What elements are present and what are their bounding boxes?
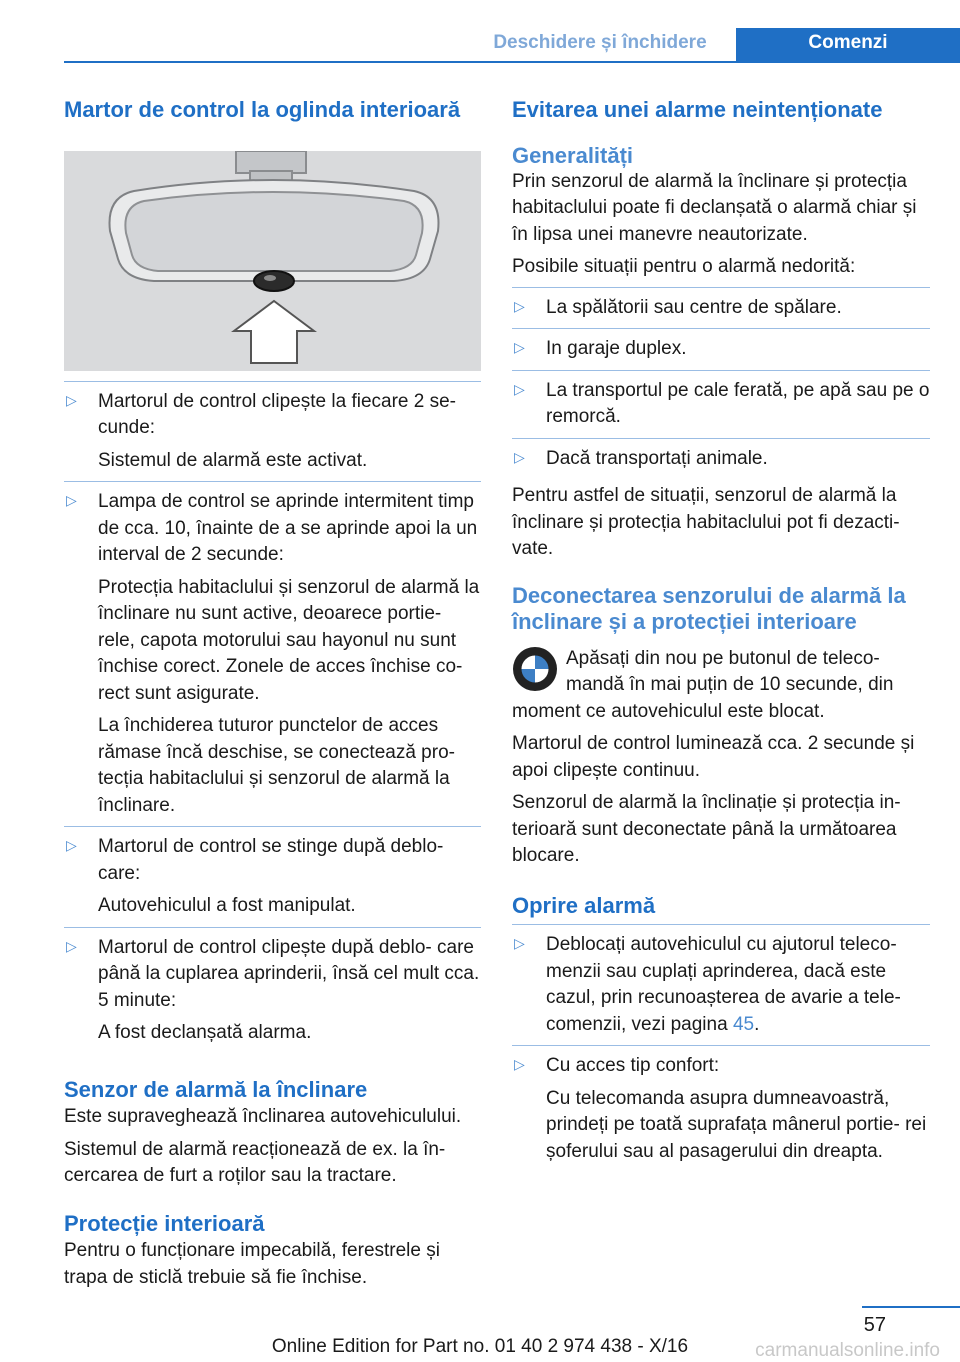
interior-p1: Pentru o funcționare impecabilă, ferestrele și trapa de sticlă trebuie să fie închise. [64,1240,440,1288]
triangle-right-icon: ▷ [66,492,77,509]
chapter-tab: Comenzi [736,28,960,61]
stop-heading: Oprire alarmă [512,892,656,918]
page-number: 57 [863,1314,886,1336]
left-title: Martor de control la oglinda interioară [64,97,461,122]
footer-rule [862,1306,960,1308]
watermark: carmanualsonline.info [755,1340,940,1361]
stop-list [512,924,930,1172]
disconnect-heading: Deconectarea senzorului de alarmă la înclinare și a protecției interioare [512,582,906,635]
header-tabs [464,28,960,62]
list-item: ▷ Martorul de control se stinge după deblo‐ care: Autovehiculul a fost manipulat. [64,826,481,927]
list-item: ▷ Martorul de control clipește la fiecare 2 se‐ cunde: Sistemul de alarmă este activat. [64,381,481,482]
list-item: ▷ In garaje duplex. [512,328,930,370]
triangle-right-icon: ▷ [514,297,525,314]
situations-list [512,287,930,480]
triangle-right-icon: ▷ [514,935,525,952]
mirror-illustration [64,151,481,371]
edition-footer: Online Edition for Part no. 01 40 2 974 438 - X/16 [271,1336,689,1357]
tilt-heading: Senzor de alarmă la înclinare [64,1076,368,1102]
general-p1: Prin senzorul de alarmă la înclinare și protecția habitaclului poate fi declanșată o alarmă chiar și în lipsa unei manevre neautorizate. [512,170,917,245]
bmw-paragraph [512,646,930,726]
tilt-p1: Este supraveghează înclinarea autovehiculului. [64,1106,462,1128]
list-item: ▷ Dacă transportați animale. [512,438,930,480]
general-p3: Pentru astfel de situații, senzorul de alarmă la înclinare și protecția habitaclului pot fi dezacti‐ vate. [512,485,900,560]
right-column [512,96,930,1172]
bmw-logo-icon [512,646,558,692]
list-item: ▷ Lampa de control se aprinde intermitent timp de cca. 10, înainte de a se aprinde apoi la un interval de 2 secunde: Protecția habitaclului și senzorul de alarmă la înclinare nu sunt active, deoarece portie‐ rele, capota motorului sau hayonul nu sunt închise corect. Zonele de acces închise co‐ rect sunt asigurate. La închiderea tuturor punctelor de acces rămase încă deschise, se conectează pro‐ tecția habitaclului și senzorul de alarmă la înclinare. [64,481,481,826]
triangle-right-icon: ▷ [514,339,525,356]
list-item: ▷ La spălătorii sau centre de spălare. [512,287,930,329]
triangle-right-icon: ▷ [514,380,525,397]
general-heading: Generalități [512,142,634,168]
left-column [64,96,481,1291]
triangle-right-icon: ▷ [514,1056,525,1073]
disconnect-p3: Senzorul de alarmă la înclinație și protecția in‐ terioară sunt deconectate până la următoarea blocare. [512,792,901,867]
section-tab: Deschidere și închidere [493,32,707,53]
header-rule [64,61,960,63]
list-item: ▷ Deblocați autovehiculul cu ajutorul teleco‐ menzii sau cuplați aprinderea, dacă este cazul, prin recunoașterea de avarie a tele‐ comenzii, vezi pagina 45. [512,924,930,1045]
list-item: ▷ Cu acces tip confort: Cu telecomanda asupra dumneavoastră, prindeți pe toată suprafața mânerul portie‐ rei șoferului sau al pasagerului din dreapta. [512,1045,930,1172]
triangle-right-icon: ▷ [66,937,77,954]
triangle-right-icon: ▷ [66,391,77,408]
general-p2: Posibile situații pentru o alarmă nedorită: [512,256,856,278]
tilt-p2: Sistemul de alarmă reacționează de ex. la în‐ cercarea de furt a roților sau la tractare. [64,1138,446,1187]
interior-heading: Protecție interioară [64,1210,265,1236]
indicator-list [64,381,481,1054]
right-title: Evitarea unei alarme neintenționate [512,97,883,122]
list-item: ▷ La transportul pe cale ferată, pe apă sau pe o remorcă. [512,370,930,438]
triangle-right-icon: ▷ [514,448,525,465]
list-item: ▷ Martorul de control clipește după deblo‐ care până la cuplarea aprinderii, însă cel mult cca. 5 minute: A fost declanșată alarma. [64,927,481,1054]
disconnect-p2: Martorul de control luminează cca. 2 secunde și apoi clipește continuu. [512,733,915,781]
disconnect-p1: Apăsați din nou pe butonul de teleco‐ mandă în mai puțin de 10 secunde, din moment ce autovehiculul este blocat. [512,647,894,722]
page-link[interactable]: 45 [732,1013,755,1035]
triangle-right-icon: ▷ [66,837,77,854]
